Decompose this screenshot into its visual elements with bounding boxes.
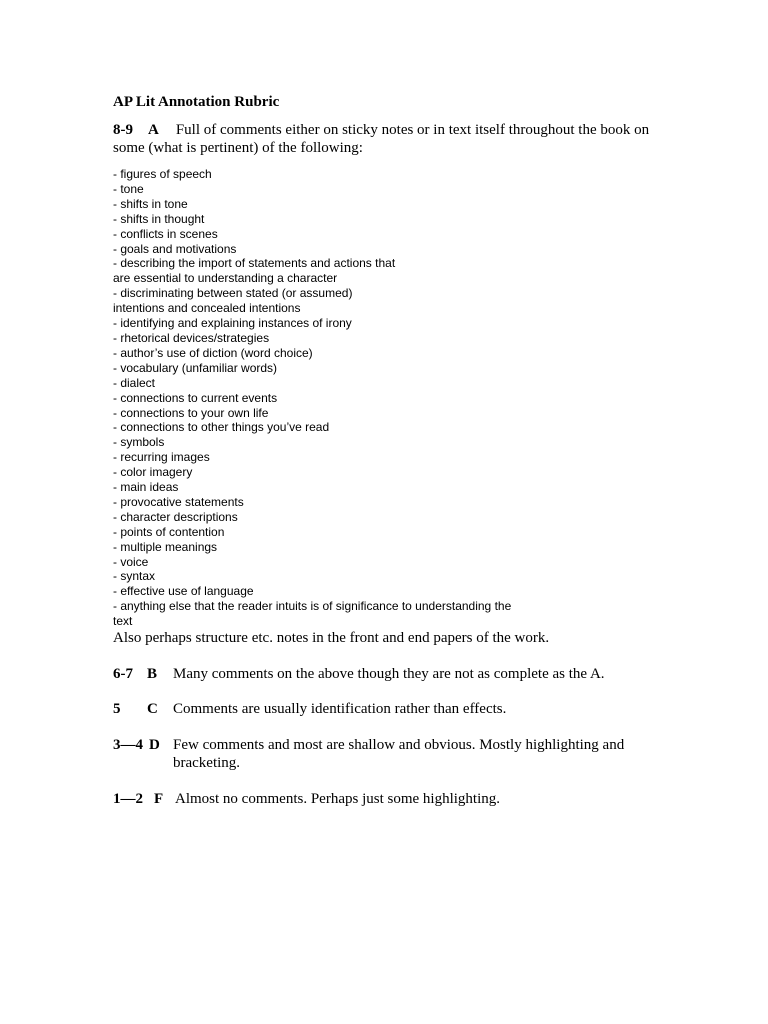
- grade-range: 3—4: [113, 737, 143, 754]
- grade-range: 6-7: [113, 666, 133, 683]
- list-item: - recurring images: [113, 450, 210, 465]
- grade-range: 1—2: [113, 791, 143, 808]
- list-item: - syntax: [113, 569, 156, 584]
- grade-description: Comments are usually identification rather than effects.: [173, 701, 507, 718]
- grade-c-row: [113, 700, 673, 718]
- list-item-continuation: are essential to understanding a character: [113, 271, 338, 286]
- grade-description: Few comments and most are shallow and obvious. Mostly highlighting and bracketing.: [173, 737, 625, 772]
- list-item: - anything else that the reader intuits is of significance to understanding the: [113, 599, 512, 614]
- list-item: - provocative statements: [113, 494, 244, 509]
- list-item: - conflicts in scenes: [113, 226, 218, 241]
- list-item: - color imagery: [113, 465, 193, 480]
- list-item: - connections to other things you’ve read: [113, 420, 330, 435]
- also-note: Also perhaps structure etc. notes in the front and end papers of the work.: [113, 630, 550, 647]
- list-item: - points of contention: [113, 524, 225, 539]
- list-item: - tone: [113, 181, 144, 196]
- grade-range: 5: [113, 701, 121, 718]
- list-item-continuation: text: [113, 614, 133, 629]
- list-item: - shifts in thought: [113, 211, 205, 226]
- list-item: - shifts in tone: [113, 196, 188, 211]
- list-item: - main ideas: [113, 480, 179, 495]
- grade-a-text: Full of comments either on sticky notes or in text itself throughout the book on some (what is pertinent) of the following:: [113, 122, 650, 156]
- list-item: - effective use of language: [113, 584, 254, 599]
- list-item: - symbols: [113, 435, 165, 450]
- list-item: - figures of speech: [113, 167, 212, 181]
- list-item: - discriminating between stated (or assumed): [113, 286, 353, 301]
- list-item: - connections to your own life: [113, 405, 269, 420]
- list-item: - voice: [113, 554, 149, 569]
- grade-d-row: [113, 736, 673, 772]
- list-item: - dialect: [113, 375, 156, 390]
- document-page: [113, 93, 673, 808]
- grade-description: Many comments on the above though they are not as complete as the A.: [173, 666, 605, 683]
- list-item: - connections to current events: [113, 390, 278, 405]
- list-item: - goals and motivations: [113, 241, 237, 256]
- grade-letter: C: [147, 701, 158, 718]
- list-item: - author’s use of diction (word choice): [113, 345, 313, 360]
- list-item: - identifying and explaining instances of irony: [113, 316, 352, 331]
- list-item: - vocabulary (unfamiliar words): [113, 360, 278, 375]
- page-title: AP Lit Annotation Rubric: [113, 94, 280, 110]
- list-item: - describing the import of statements and actions that: [113, 256, 396, 271]
- list-item: - multiple meanings: [113, 539, 218, 554]
- grade-letter: D: [149, 737, 160, 754]
- grade-b-row: [113, 665, 673, 683]
- list-item-continuation: intentions and concealed intentions: [113, 301, 301, 316]
- list-item: - rhetorical devices/strategies: [113, 330, 270, 345]
- grade-description: Almost no comments. Perhaps just some highlighting.: [175, 791, 500, 808]
- grade-a-letter: A: [148, 122, 159, 138]
- grade-a-description: [113, 121, 673, 157]
- grade-f-row: [113, 790, 673, 808]
- grade-letter: B: [147, 666, 158, 683]
- annotation-topics-list: [113, 167, 673, 629]
- grade-letter: F: [154, 791, 164, 808]
- list-item: - character descriptions: [113, 509, 238, 524]
- grade-a-range: 8-9: [113, 122, 133, 138]
